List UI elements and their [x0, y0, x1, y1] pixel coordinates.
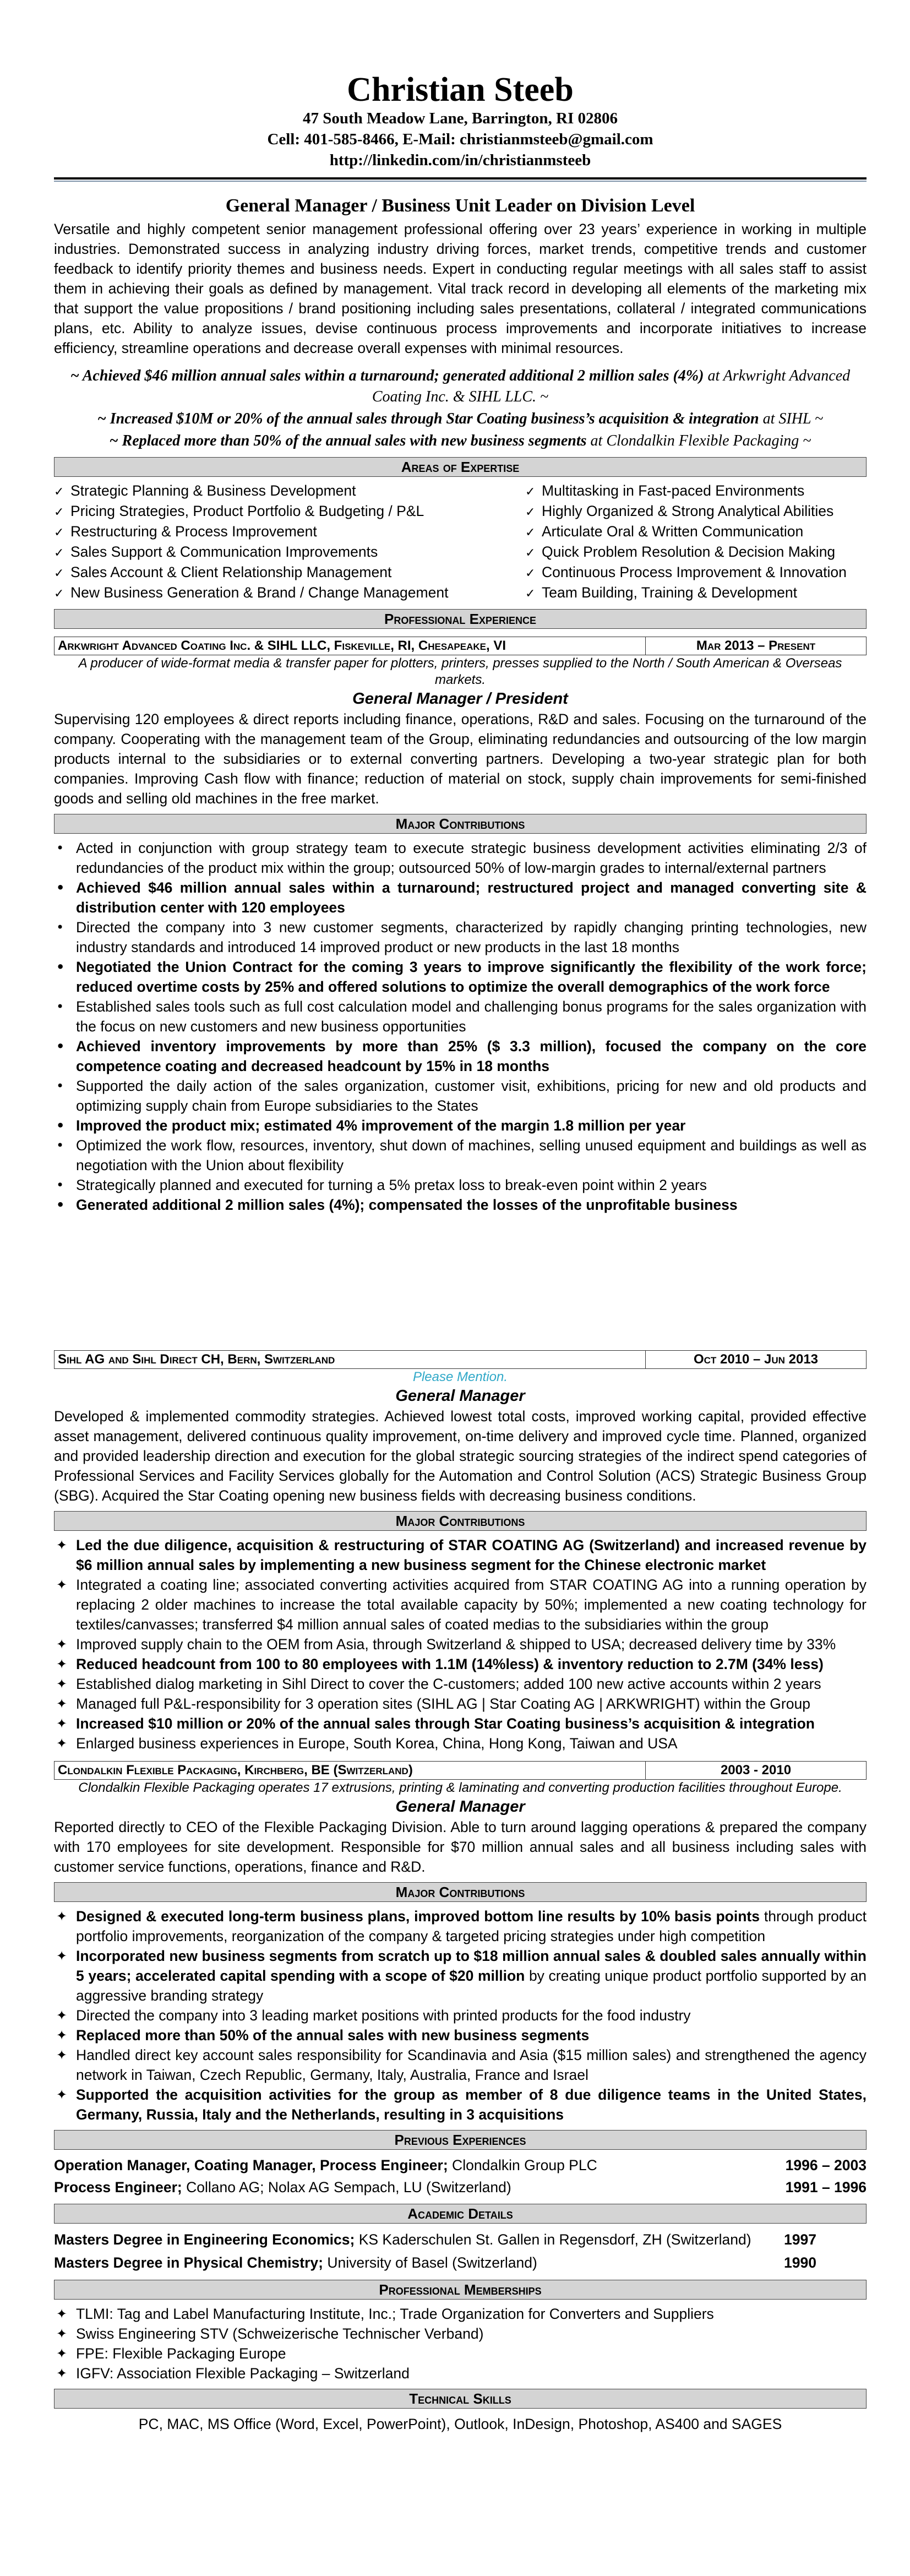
check-icon: ✓ — [54, 485, 64, 499]
list-item: • Improved the product mix; estimated 4% improvement of the margin 1.8 million per year — [54, 1116, 867, 1135]
expertise-item: ✓ New Business Generation & Brand / Change Management — [54, 583, 505, 604]
expertise-item: ✓ Articulate Oral & Written Communication — [525, 522, 867, 542]
section-contributions: Major Contributions — [54, 814, 867, 834]
job-header — [54, 1761, 867, 1780]
list-item: ✦ Swiss Engineering STV (Schweizerische Technischer Verband) — [54, 2324, 867, 2344]
expertise-item: ✓ Continuous Process Improvement & Innovation — [525, 563, 867, 583]
bullet-icon: ✦ — [56, 1716, 68, 1731]
expertise-item: ✓ Strategic Planning & Business Development — [54, 481, 505, 502]
page-break-spacer — [54, 1215, 867, 1343]
list-item: • Optimized the work flow, resources, inventory, shut down of machines, selling unused equipment and buildings as well as negotiation with the Union about flexibility — [54, 1135, 867, 1175]
expertise-list — [54, 481, 867, 604]
list-item: • Negotiated the Union Contract for the coming 3 years to improve significantly the flexibility of the work force; reduced overtime costs by 25% and offered solutions to optimize the overall demographics of the work force — [54, 957, 867, 997]
contribution-list — [54, 1906, 867, 2124]
check-icon: ✓ — [54, 567, 64, 580]
bullet-icon: ✦ — [56, 2047, 68, 2063]
list-item: ✦ Led the due diligence, acquisition & restructuring of STAR COATING AG (Switzerland) and increased revenue by $6 million annual sales by implementing a new business segment for the Chinese electronic market — [54, 1535, 867, 1575]
contribution-list — [54, 1535, 867, 1753]
job-role: General Manager / President — [352, 690, 568, 708]
header-divider — [54, 177, 867, 180]
list-item: • Achieved inventory improvements by more than 25% ($ 3.3 million), focused the company on the core competence coating and decreased headcount by 15% in 18 months — [54, 1036, 867, 1076]
check-icon: ✓ — [525, 587, 536, 601]
section-contributions: Major Contributions — [54, 1511, 867, 1531]
list-item: ✦ IGFV: Association Flexible Packaging – Switzerland — [54, 2363, 867, 2383]
bullet-icon: ✦ — [56, 2326, 68, 2341]
job-organization: Sihl AG and Sihl Direct CH, Bern, Switzerland — [55, 1351, 646, 1368]
check-icon: ✓ — [525, 526, 536, 540]
list-item: • Directed the company into 3 new customer segments, characterized by rapidly changing printing technologies, new industry standards and introduced 14 improved product or new products in the last 18 months — [54, 917, 867, 957]
highlight-item: ~ Replaced more than 50% of the annual sales with new business segments at Clondalkin Flexible Packaging ~ — [109, 432, 811, 449]
job-organization: Clondalkin Flexible Packaging, Kirchberg, BE (Switzerland) — [55, 1762, 646, 1779]
bullet-icon: ✦ — [56, 1637, 68, 1652]
professional-title: General Manager / Business Unit Leader on Division Level — [225, 195, 695, 216]
expertise-item: ✓ Restructuring & Process Improvement — [54, 522, 505, 542]
contribution-list — [54, 838, 867, 1215]
bullet-icon: • — [56, 999, 64, 1014]
list-item: • Established sales tools such as full cost calculation model and challenging bonus programs for the sales organization with the focus on new customers and new business opportunities — [54, 997, 867, 1036]
check-icon: ✓ — [54, 546, 64, 560]
bullet-icon: ✦ — [56, 2008, 68, 2023]
check-icon: ✓ — [525, 485, 536, 499]
list-item: ✦ Managed full P&L-responsibility for 3 operation sites (SIHL AG | Star Coating AG | ARKWRIGHT) within the Group — [54, 1694, 867, 1714]
list-item: ✦ Established dialog marketing in Sihl Direct to cover the C-customers; added 100 new active accounts within 2 years — [54, 1674, 867, 1694]
membership-list — [54, 2304, 867, 2383]
list-item: ✦ Supported the acquisition activities for the group as member of 8 due diligence teams in the United States, Germany, Russia, Italy and the Netherlands, resulting in 3 acquisitions — [54, 2085, 867, 2124]
list-item: • Achieved $46 million annual sales within a turnaround; restructured project and managed converting site & distribution center with 120 employees — [54, 878, 867, 917]
bullet-icon: • — [56, 959, 65, 975]
check-icon: ✓ — [54, 587, 64, 601]
bullet-icon: ✦ — [56, 2346, 68, 2361]
check-icon: ✓ — [525, 506, 536, 519]
degree: Masters Degree in Physical Chemistry; University of Basel (Switzerland) 1990 — [54, 2254, 816, 2271]
degree: Masters Degree in Engineering Economics; KS Kaderschulen St. Gallen in Regensdorf, ZH (Switzerland) 1997 — [54, 2231, 816, 2248]
bullet-icon: • — [56, 1118, 65, 1133]
contact-line: Cell: 401-585-8466, E-Mail: christianmsteeb@gmail.com — [267, 131, 653, 148]
highlight-item: ~ Achieved $46 million annual sales within a turnaround; generated additional 2 million sales (4%) at Arkwright Advanced Coating Inc. & SIHL LLC. ~ — [70, 367, 851, 405]
expertise-item: ✓ Pricing Strategies, Product Portfolio & Budgeting / P&L — [54, 502, 505, 522]
list-item: • Supported the daily action of the sales organization, customer visit, exhibitions, pricing for new and old products and optimizing supply chain from Europe subsidiaries to the States — [54, 1076, 867, 1116]
bullet-icon: • — [56, 920, 64, 935]
section-skills: Technical Skills — [54, 2389, 867, 2409]
bullet-icon: ✦ — [56, 2306, 68, 2322]
job-dates: Mar 2013 – Present — [696, 638, 816, 653]
previous-role: Process Engineer; Collano AG; Nolax AG Sempach, LU (Switzerland) 1991 – 1996 — [54, 2179, 867, 2195]
bullet-icon: ✦ — [56, 1577, 68, 1593]
address: 47 South Meadow Lane, Barrington, RI 02806 — [303, 110, 618, 127]
expertise-item: ✓ Quick Problem Resolution & Decision Making — [525, 542, 867, 563]
bullet-icon: ✦ — [56, 1696, 68, 1711]
job-summary: Reported directly to CEO of the Flexible Packaging Division. Able to turn around lagging operations & prepared the company with 170 employees for site development. Responsible for $70 million annual sales and all business including sales with customer service functions, operations, finance and R&D. — [54, 1819, 867, 1875]
list-item: ✦ Increased $10 million or 20% of the annual sales through Star Coating business’s acquisition & integration — [54, 1714, 867, 1733]
bullet-icon: ✦ — [56, 1537, 68, 1553]
expertise-item: ✓ Multitasking in Fast-paced Environments — [525, 481, 867, 502]
section-expertise: Areas of Expertise — [54, 457, 867, 477]
list-item: ✦ Designed & executed long-term business plans, improved bottom line results by 10% basis points through product portfolio improvements, reorganization of the company & targeted pricing strategies under high competition — [54, 1906, 867, 1946]
list-item: • Strategically planned and executed for turning a 5% pretax loss to break-even point within 2 years — [54, 1175, 867, 1195]
bullet-icon: • — [56, 1078, 64, 1094]
highlights — [54, 366, 867, 452]
candidate-name: Christian Steeb — [347, 71, 574, 108]
list-item: ✦ Incorporated new business segments from scratch up to $18 million annual sales & doubled sales annually within 5 years; accelerated capital spending with a scope of $20 million by creating unique product portfolio supported by an aggressive branding strategy — [54, 1946, 867, 2006]
list-item: ✦ Handled direct key account sales responsibility for Scandinavia and Asia ($15 million sales) and strengthened the agency network in Taiwan, Czech Republic, Germany, Italy, Australia, France and Israel — [54, 2045, 867, 2085]
job-header — [54, 637, 867, 655]
section-memberships: Professional Memberships — [54, 2280, 867, 2300]
section-academic: Academic Details — [54, 2204, 867, 2224]
bullet-icon: • — [56, 880, 65, 895]
job-role: General Manager — [395, 1387, 525, 1405]
bullet-icon: ✦ — [56, 1656, 68, 1672]
job-header — [54, 1350, 867, 1369]
check-icon: ✓ — [525, 546, 536, 560]
section-contributions: Major Contributions — [54, 1882, 867, 1902]
list-item: ✦ Integrated a coating line; associated converting activities acquired from STAR COATING AG into a running operation by replacing 2 older machines to increase the total available capacity by 50%; implemented a new coating technology for textiles/canvasses; transferred $4 million annual sales of coated medias to the subsidiaries within the group — [54, 1575, 867, 1634]
expertise-item: ✓ Sales Support & Communication Improvements — [54, 542, 505, 563]
technical-skills: PC, MAC, MS Office (Word, Excel, PowerPoint), Outlook, InDesign, Photoshop, AS400 and SAGES — [138, 2416, 782, 2432]
job-summary: Developed & implemented commodity strategies. Achieved lowest total costs, improved working capital, provided effective asset management, delivered continuous quality improvement, on-time delivery and improved cycle time. Planned, organized and provided leadership direction and execution for the global strategic sourcing strategies of the indirect spend categories of Professional Services and Facility Services globally for the Automation and Control Solution (ACS) Strategic Business Group (SBG). Acquired the Star Coating opening new business fields with decreasing business conditions. — [54, 1408, 867, 1504]
expertise-item: ✓ Team Building, Training & Development — [525, 583, 867, 604]
bullet-icon: ✦ — [56, 1948, 68, 1964]
bullet-icon: ✦ — [56, 1736, 68, 1751]
bullet-icon: • — [56, 1177, 64, 1193]
highlight-item: ~ Increased $10M or 20% of the annual sales through Star Coating business’s acquisition & integration at SIHL ~ — [97, 410, 824, 427]
list-item: ✦ Directed the company into 3 leading market positions with printed products for the food industry — [54, 2006, 867, 2025]
job-organization: Arkwright Advanced Coating Inc. & SIHL LLC, Fiskeville, RI, Chesapeake, VI — [55, 637, 646, 655]
job-role: General Manager — [395, 1798, 525, 1816]
list-item: ✦ Enlarged business experiences in Europe, South Korea, China, Hong Kong, Taiwan and USA — [54, 1733, 867, 1753]
bullet-icon: ✦ — [56, 1676, 68, 1692]
linkedin-link[interactable]: http://linkedin.com/in/christianmsteeb — [329, 151, 591, 169]
job-company-description: Please Mention. — [412, 1369, 508, 1384]
bullet-icon: ✦ — [56, 1909, 68, 1924]
bullet-icon: ✦ — [56, 2087, 68, 2102]
check-icon: ✓ — [54, 526, 64, 540]
job-summary: Supervising 120 employees & direct reports including finance, operations, R&D and sales. Focusing on the turnaround of the company. Cooperating with the management team of the Group, eliminating redundancies and outsourcing of the low margin products internal to the subsidiaries or to external converting partners. Developing a two-year strategic plan for both companies. Improving Cash flow with finance; reduction of material on stock, supply chain improvements for semi-finished goods and selling old machines in the free market. — [54, 711, 867, 807]
job-company-description: Clondalkin Flexible Packaging operates 17 extrusions, printing & laminating and converting production facilities throughout Europe. — [78, 1780, 842, 1795]
bullet-icon: • — [56, 1197, 65, 1213]
resume-page — [54, 0, 867, 2435]
section-previous: Previous Experiences — [54, 2130, 867, 2150]
summary-paragraph: Versatile and highly competent senior management professional offering over 23 years’ experience in working in multiple industries. Demonstrated success in analyzing industry driving forces, market trends, competitive trends and customer feedback to identify priority themes and business needs. Expert in conducting regular meetings with all sales staff to assist them in achieving their goals as defined by management. Vital track record in developing all elements of the marketing mix that support the value propositions / brand positioning including sales presentations, collateral / integrated communications plans, etc. Ability to analyze issues, devise continuous process improvements and incorporate initiatives to increase efficiency, streamline operations and decrease overall expenses with minimal resources. — [54, 221, 867, 356]
list-item: ✦ Improved supply chain to the OEM from Asia, through Switzerland & shipped to USA; decreased delivery time by 33% — [54, 1634, 867, 1654]
bullet-icon: ✦ — [56, 2366, 68, 2381]
bullet-icon: • — [56, 840, 64, 856]
list-item: • Acted in conjunction with group strategy team to execute strategic business development activities eliminating 2/3 of redundancies of the product mix within the group; outsourced 50% of low-margin grades to internal/external partners — [54, 838, 867, 878]
list-item: ✦ TLMI: Tag and Label Manufacturing Institute, Inc.; Trade Organization for Converters and Suppliers — [54, 2304, 867, 2324]
job-dates: Oct 2010 – Jun 2013 — [693, 1352, 819, 1367]
bullet-icon: • — [56, 1039, 65, 1054]
check-icon: ✓ — [525, 567, 536, 580]
bullet-icon: • — [56, 1138, 64, 1153]
list-item: • Generated additional 2 million sales (4%); compensated the losses of the unprofitable business — [54, 1195, 867, 1215]
resume-header — [54, 72, 867, 171]
expertise-item: ✓ Highly Organized & Strong Analytical Abilities — [525, 502, 867, 522]
job-dates: 2003 - 2010 — [720, 1763, 792, 1778]
list-item: ✦ Replaced more than 50% of the annual sales with new business segments — [54, 2025, 867, 2045]
expertise-item: ✓ Sales Account & Client Relationship Management — [54, 563, 505, 583]
bullet-icon: ✦ — [56, 2028, 68, 2043]
list-item: ✦ FPE: Flexible Packaging Europe — [54, 2344, 867, 2363]
check-icon: ✓ — [54, 506, 64, 519]
list-item: ✦ Reduced headcount from 100 to 80 employees with 1.1M (14%less) & inventory reduction to 2.7M (34% less) — [54, 1654, 867, 1674]
header-divider-thin — [54, 181, 867, 182]
previous-role: Operation Manager, Coating Manager, Process Engineer; Clondalkin Group PLC 1996 – 2003 — [54, 2157, 867, 2173]
job-company-description: A producer of wide-format media & transfer paper for plotters, printers, presses supplied to the North / South American & Overseas markets. — [78, 656, 842, 687]
section-experience: Professional Experience — [54, 609, 867, 629]
